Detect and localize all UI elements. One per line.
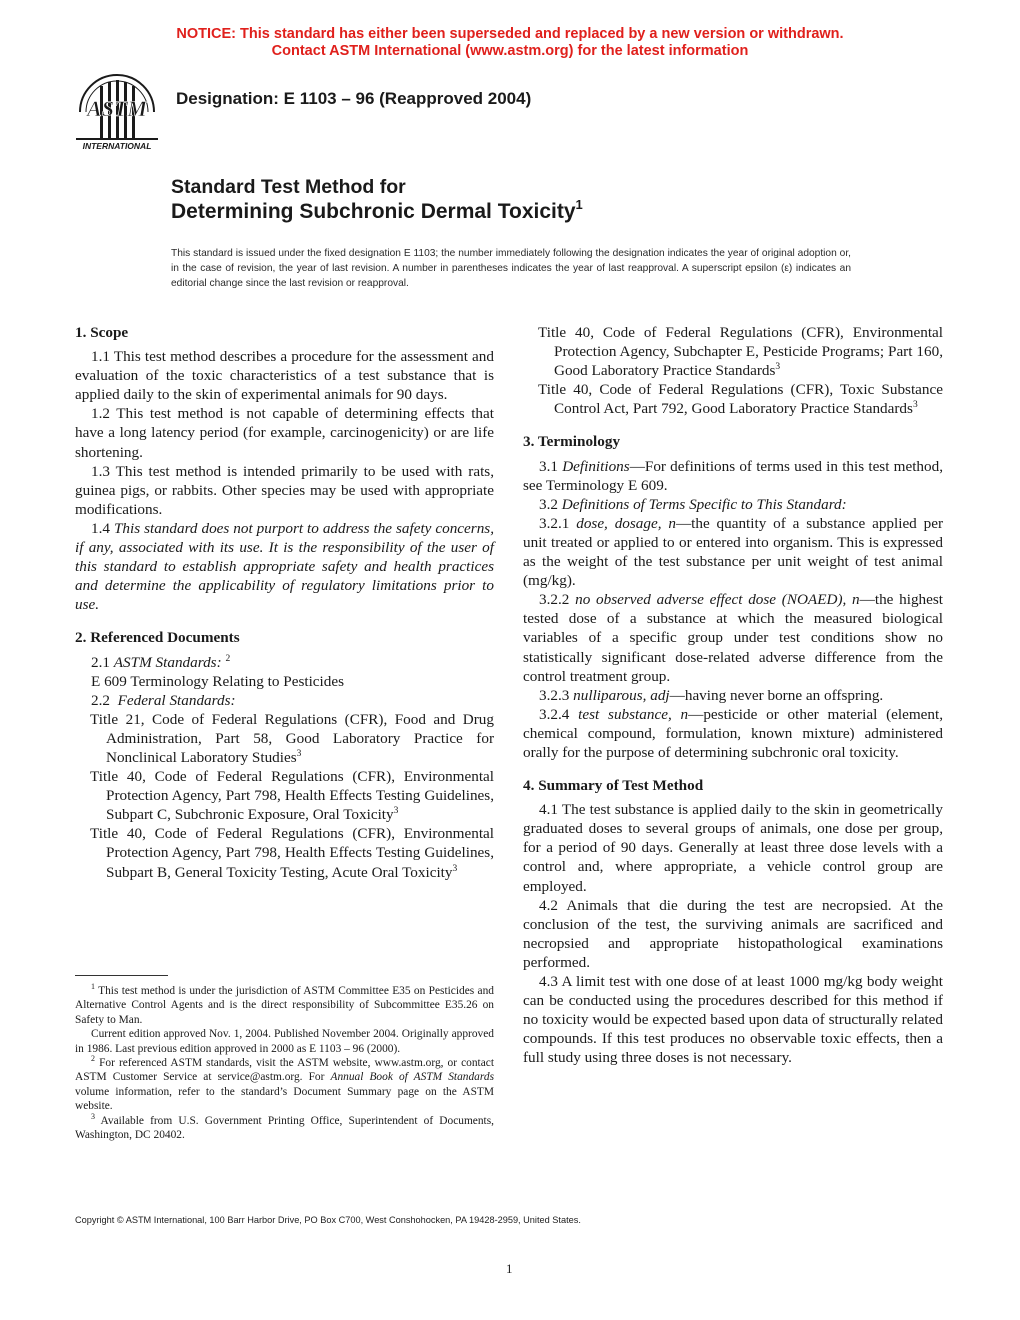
reference-e609: E 609 Terminology Relating to Pesticides <box>91 672 345 690</box>
definition: —having never borne an offspring. <box>669 686 884 704</box>
astm-standards-label: ASTM Standards: <box>113 653 222 671</box>
footnote-ref: 3 <box>912 400 918 411</box>
reference-text: Title 21, Code of Federal Regulations (CFR), Food and Drug Administration, Part 58, Good Laboratory Practice for Nonclinical Laboratory Studies <box>90 710 494 766</box>
title-line-2-text: Determining Subchronic Dermal Toxicity <box>171 200 576 223</box>
definition: —pesticide or other material (element, chemical compound, formulation, known mixture) administered orally for the purpose of determining subchronic oral toxicity. <box>523 705 944 761</box>
federal-standards-label: Federal Standards: <box>117 691 236 709</box>
reference-text: Title 40, Code of Federal Regulations (CFR), Environmental Protection Agency, Part 798, Health Effects Testing Guidelines, Subpart B, General Toxicity Testing, Acute Oral Toxicity <box>90 825 494 881</box>
footnote-emphasis: Annual Book of ASTM Standards <box>330 1071 495 1084</box>
reference-title-40-subpart-b <box>75 824 494 881</box>
section-heading-scope: 1. Scope <box>75 324 129 341</box>
paragraph-3-2-3 <box>523 686 943 705</box>
footnote-text: volume information, refer to the standard’s Document Summary page on the ASTM website. <box>75 1085 494 1113</box>
footnote-text: For referenced ASTM standards, visit the ASTM website, www.astm.org, or contact ASTM Customer Service at service@astm.org. For <box>75 1057 494 1084</box>
paragraph-4-1: 4.1 The test substance is applied daily to the skin in geometrically graduated doses to several groups of animals, one dose per group, for a period of 90 days. Generally at least three dose levels with a control and, where appropriate, a vehicle control group are employed. <box>523 801 943 895</box>
section-heading-summary: 4. Summary of Test Method <box>523 777 704 795</box>
term: test substance, n <box>578 705 689 723</box>
definition: —the highest tested dose of a substance at which the measured biological variables of a specific group under test conditions show no statistically significant dose-related adverse difference from the control treatment group. <box>523 591 944 685</box>
footnote-ref: 3 <box>452 863 458 874</box>
term: Definitions of Terms Specific to This Standard: <box>561 495 847 513</box>
footnotes <box>75 975 494 1142</box>
title-line-2 <box>171 199 583 225</box>
logo-subtext: INTERNATIONAL <box>82 141 152 151</box>
page-number: 1 <box>506 1261 513 1276</box>
copyright-line: Copyright © ASTM International, 100 Barr Harbor Drive, PO Box C700, West Conshohocken, PA 19428-2959, United States. <box>75 1215 581 1225</box>
term: no observed adverse effect dose (NOAED), n <box>575 591 860 609</box>
notice-line-1: NOTICE: This standard has either been superseded and replaced by a new version or withdrawn. <box>176 26 844 42</box>
paragraph-number: 3.2.1 <box>539 514 570 532</box>
left-column <box>75 323 494 882</box>
paragraph-number: 3.1 <box>539 457 558 475</box>
paragraph-number: 3.2.4 <box>539 705 570 723</box>
reference-text: Title 40, Code of Federal Regulations (CFR), Environmental Protection Agency, Subchapter E, Pesticide Programs; Part 160, Good Laboratory Practice Standards <box>538 324 943 380</box>
footnote-ref: 3 <box>775 362 781 373</box>
withdrawal-notice <box>0 26 1020 60</box>
issue-note: This standard is issued under the fixed designation E 1103; the number immediately following the designation indicates the year of original adoption or, in the case of revision, the year of last revision. A number in parentheses indicates the year of last reapproval. A superscript epsilon (ε) indicates an editorial change since the last revision or reapproval. <box>171 248 851 289</box>
paragraph-number: 2.2 <box>91 691 110 709</box>
paragraph-3-2-1 <box>523 514 943 590</box>
footnote-text: This test method is under the jurisdiction of ASTM Committee E35 on Pesticides and Alternative Control Agents and is the direct responsibility of Subcommittee E35.26 on Safety to Man. <box>75 985 494 1026</box>
paragraph-1-2: 1.2 This test method is not capable of determining effects that have a long latency period (for example, carcinogenicity) or are life shortening. <box>75 405 494 461</box>
safety-caveat: This standard does not purport to address the safety concerns, if any, associated with its use. It is the responsibility of the user of this standard to establish appropriate safety and health practices and determine the applicability of regulatory limitations prior to use. <box>75 519 494 614</box>
paragraph-2-2 <box>75 691 494 710</box>
term: dose, dosage, n <box>576 514 676 532</box>
definition: —For definitions of terms used in this test method, see Terminology E 609. <box>523 457 943 494</box>
reference-text: Title 40, Code of Federal Regulations (CFR), Environmental Protection Agency, Part 798, Health Effects Testing Guidelines, Subpart C, Subchronic Exposure, Oral Toxicity <box>90 768 494 824</box>
footnote-ref: 3 <box>296 748 302 759</box>
right-column <box>523 323 943 1067</box>
paragraph-number: 2.1 <box>91 653 110 671</box>
section-heading-referenced-documents: 2. Referenced Documents <box>75 629 240 647</box>
paragraph-number: 1.4 <box>91 519 110 537</box>
footnote-1-continued: Current edition approved Nov. 1, 2004. Published November 2004. Originally approved in 1986. Last previous edition approved in 2000 as E 1103 – 96 (2000). <box>75 1028 494 1055</box>
paragraph-number: 3.2.2 <box>539 591 570 609</box>
term: Definitions <box>562 457 630 475</box>
footnote-marker: 3 <box>91 1111 95 1121</box>
reference-title-21 <box>75 710 494 767</box>
paragraph-1-1: 1.1 This test method describes a procedure for the assessment and evaluation of the toxic characteristics of a test substance that is applied daily to the skin of experimental animals for 90 days. <box>75 348 494 404</box>
footnote-1 <box>75 984 494 1027</box>
paragraph-3-2-4 <box>523 705 943 762</box>
paragraph-3-2 <box>523 495 943 514</box>
footnote-marker: 2 <box>91 1054 95 1064</box>
title-footnote-ref: 1 <box>575 197 583 212</box>
reference-text: Title 40, Code of Federal Regulations (CFR), Toxic Substance Control Act, Part 792, Good Laboratory Practice Standards <box>538 381 943 418</box>
footnote-divider <box>75 975 168 976</box>
title-line-1: Standard Test Method for <box>171 176 406 198</box>
section-heading-terminology: 3. Terminology <box>523 433 621 451</box>
paragraph-1-4 <box>75 519 494 614</box>
designation: Designation: E 1103 – 96 (Reapproved 2004) <box>176 89 532 108</box>
footnote-marker: 1 <box>91 982 95 991</box>
footnote-text: Available from U.S. Government Printing Office, Superintendent of Documents, Washington, DC 20402. <box>75 1114 494 1142</box>
paragraph-3-1 <box>523 457 943 495</box>
logo-text: ASTM <box>87 96 147 121</box>
paragraph-number: 3.2 <box>539 495 558 513</box>
footnote-ref: 2 <box>225 653 231 664</box>
paragraph-4-2: 4.2 Animals that die during the test are necropsied. At the conclusion of the test, the surviving animals are sacrificed and necropsied and appropriate histopathological examinations performed. <box>523 896 943 971</box>
reference-title-40-subchapter-e <box>523 323 943 380</box>
reference-title-40-subpart-c <box>75 767 494 824</box>
footnote-3 <box>75 1111 494 1143</box>
paragraph-2-1 <box>75 653 494 672</box>
term: nulliparous, adj <box>573 686 670 704</box>
astm-logo <box>72 72 162 152</box>
document-title <box>171 175 583 225</box>
definition: —the quantity of a substance applied per unit treated or applied to or entered into organism. This is expressed as the weight of the test substance per unit weight of test animal (mg/kg). <box>523 514 944 590</box>
footnote-2 <box>75 1056 494 1114</box>
paragraph-number: 3.2.3 <box>539 686 570 704</box>
reference-title-40-part-792 <box>523 380 943 418</box>
notice-line-2: Contact ASTM International (www.astm.org) for the latest information <box>271 43 749 59</box>
paragraph-3-2-2 <box>523 590 943 685</box>
footnote-ref: 3 <box>393 806 399 817</box>
paragraph-4-3: 4.3 A limit test with one dose of at least 1000 mg/kg body weight can be conducted using the procedures described for this method if no toxicity would be expected based upon data of structurally related compounds. If this test produces no observable toxic effects, then a full study using three doses is not necessary. <box>523 973 943 1067</box>
paragraph-1-3: 1.3 This test method is intended primarily to be used with rats, guinea pigs, or rabbits. Other species may be used with appropriate modifications. <box>75 462 494 518</box>
